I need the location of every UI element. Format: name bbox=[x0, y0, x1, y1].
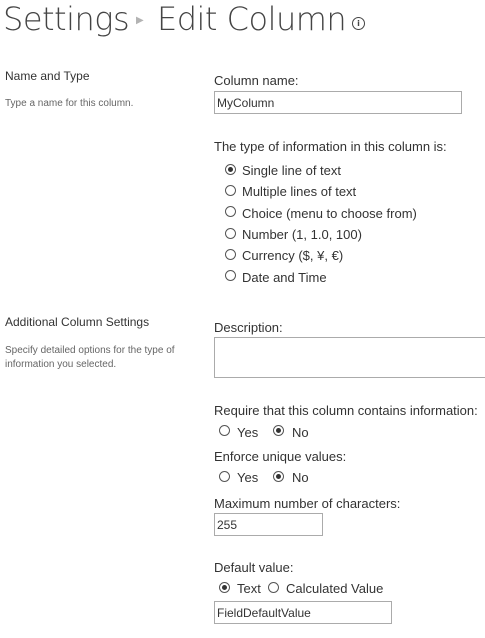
section-title-additional: Additional Column Settings bbox=[5, 315, 150, 329]
radio-unique-yes-label[interactable]: Yes bbox=[237, 470, 259, 485]
section-description-name-type: Type a name for this column. bbox=[5, 98, 134, 109]
radio-date-time-label[interactable]: Date and Time bbox=[242, 270, 327, 285]
radio-unique-yes[interactable] bbox=[219, 471, 230, 482]
radio-single-line[interactable] bbox=[225, 164, 236, 175]
radio-multiple-lines[interactable] bbox=[225, 185, 236, 196]
info-icon[interactable]: i bbox=[352, 17, 365, 30]
radio-date-time[interactable] bbox=[225, 270, 236, 281]
radio-default-calculated[interactable] bbox=[268, 582, 279, 593]
column-name-input[interactable]: MyColumn bbox=[214, 91, 462, 114]
radio-currency-label[interactable]: Currency ($, ¥, €) bbox=[242, 248, 344, 263]
radio-unique-no[interactable] bbox=[273, 471, 284, 482]
radio-default-text-label[interactable]: Text bbox=[237, 581, 261, 596]
radio-number[interactable] bbox=[225, 228, 236, 239]
max-chars-input[interactable]: 255 bbox=[214, 513, 323, 536]
breadcrumb-settings[interactable]: Settings bbox=[3, 0, 130, 38]
type-question-label: The type of information in this column is: bbox=[214, 139, 447, 154]
radio-choice-label[interactable]: Choice (menu to choose from) bbox=[242, 206, 417, 221]
radio-require-yes-label[interactable]: Yes bbox=[237, 425, 259, 440]
section-title-name-type: Name and Type bbox=[5, 69, 90, 83]
description-label: Description: bbox=[214, 320, 283, 335]
breadcrumb-separator-icon: ▶ bbox=[136, 15, 144, 26]
radio-unique-no-label[interactable]: No bbox=[292, 470, 309, 485]
radio-default-text[interactable] bbox=[219, 582, 230, 593]
default-value-label: Default value: bbox=[214, 560, 294, 575]
radio-require-yes[interactable] bbox=[219, 425, 230, 436]
radio-choice[interactable] bbox=[225, 206, 236, 217]
max-chars-label: Maximum number of characters: bbox=[214, 496, 401, 511]
radio-single-line-label[interactable]: Single line of text bbox=[242, 163, 342, 178]
radio-number-label[interactable]: Number (1, 1.0, 100) bbox=[242, 227, 362, 242]
radio-currency[interactable] bbox=[225, 249, 236, 260]
unique-label: Enforce unique values: bbox=[214, 449, 347, 464]
section-description-additional: Specify detailed options for the type of information you selected. bbox=[5, 345, 175, 370]
radio-require-no-label[interactable]: No bbox=[292, 425, 309, 440]
page-title: Edit Column bbox=[157, 0, 347, 38]
require-label: Require that this column contains information: bbox=[214, 403, 478, 418]
default-value-input[interactable]: FieldDefaultValue bbox=[214, 601, 392, 624]
radio-default-calculated-label[interactable]: Calculated Value bbox=[286, 581, 384, 596]
radio-require-no[interactable] bbox=[273, 425, 284, 436]
radio-multiple-lines-label[interactable]: Multiple lines of text bbox=[242, 184, 357, 199]
column-name-label: Column name: bbox=[214, 73, 299, 88]
description-textarea[interactable] bbox=[214, 337, 485, 378]
